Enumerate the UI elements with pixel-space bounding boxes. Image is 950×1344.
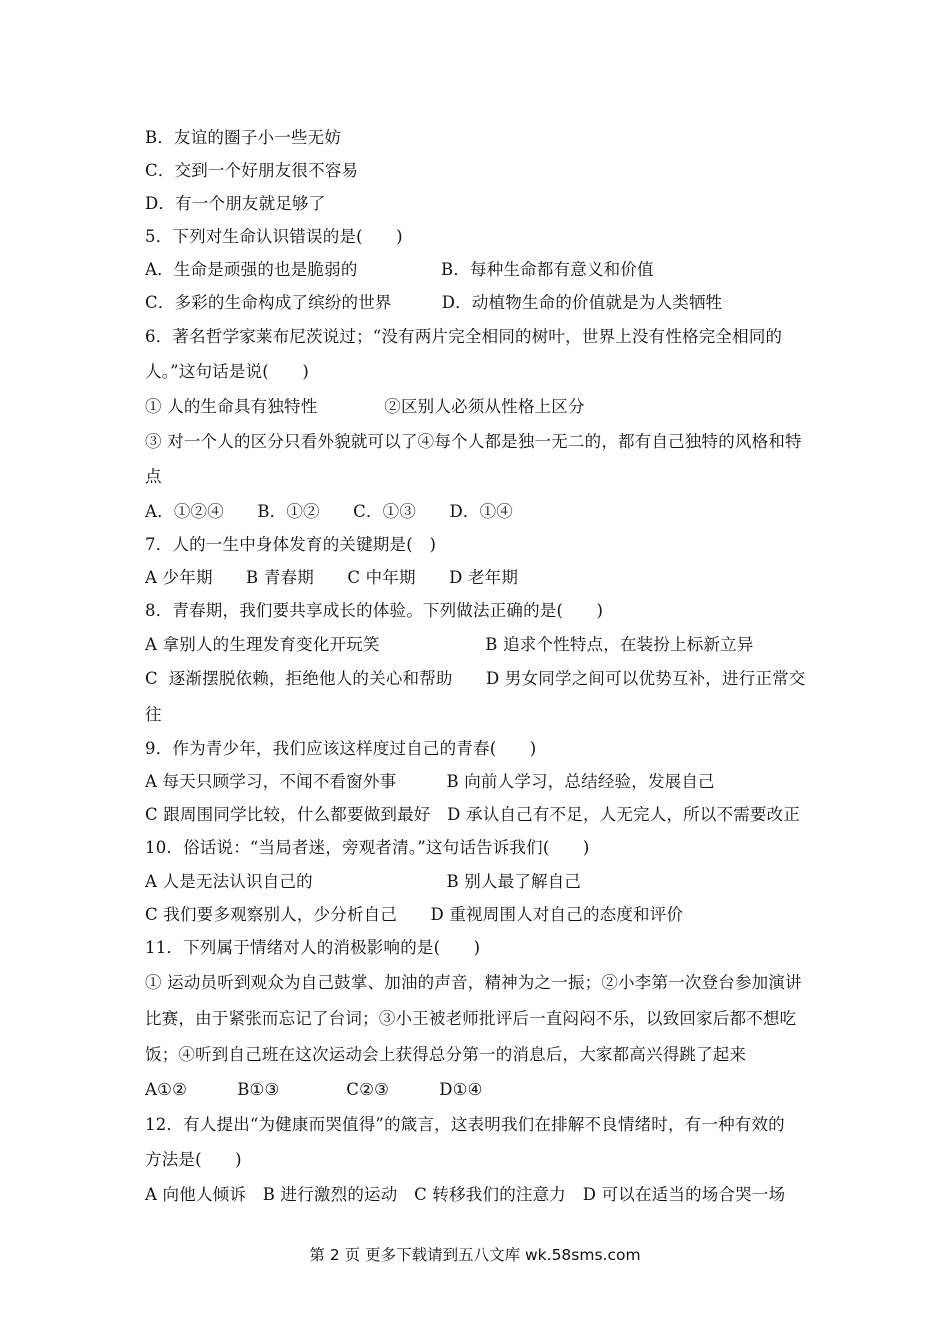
text-line: 方法是( ) bbox=[145, 1150, 242, 1169]
text-line: ① 运动员听到观众为自己鼓掌、加油的声音，精神为之一振；②小李第一次登台参加演讲 bbox=[145, 973, 802, 992]
text-line: C．交到一个好朋友很不容易 bbox=[145, 161, 359, 180]
text-line: 饭；④听到自己班在这次运动会上获得总分第一的消息后，大家都高兴得跳了起来 bbox=[145, 1045, 747, 1064]
page-footer: 第 2 页 更多下载请到五八文库 wk.58sms.com bbox=[309, 1246, 641, 1264]
question-10: 10．俗话说：“当局者迷，旁观者清。”这句话告诉我们( ) bbox=[145, 838, 590, 857]
text-line: 人。”这句话是说( ) bbox=[145, 362, 309, 381]
text-line: 往 bbox=[145, 705, 162, 724]
text-line: ① 人的生命具有独特性 ②区别人必须从性格上区分 bbox=[145, 397, 585, 416]
text-line: 点 bbox=[145, 467, 162, 486]
text-line: A 人是无法认识自己的 B 别人最了解自己 bbox=[145, 872, 582, 891]
question-11: 11．下列属于情绪对人的消极影响的是( ) bbox=[145, 938, 481, 957]
question-7: 7．人的一生中身体发育的关键期是( ) bbox=[145, 535, 437, 554]
text-line: ③ 对一个人的区分只看外貌就可以了④每个人都是独一无二的，都有自己独特的风格和特 bbox=[145, 432, 802, 451]
text-line: A．①②④ B．①② C．①③ D．①④ bbox=[145, 502, 513, 521]
question-6: 6．著名哲学家莱布尼茨说过；“没有两片完全相同的树叶，世界上没有性格完全相同的 bbox=[145, 327, 783, 346]
text-line: A 拿别人的生理发育变化开玩笑 B 追求个性特点，在装扮上标新立异 bbox=[145, 635, 754, 654]
text-line: D．有一个朋友就足够了 bbox=[145, 194, 326, 213]
text-line: 比赛，由于紧张而忘记了台词；③小王被老师批评后一直闷闷不乐，以致回家后都不想吃 bbox=[145, 1009, 797, 1028]
question-8: 8．青春期，我们要共享成长的体验。下列做法正确的是( ) bbox=[145, 601, 604, 620]
text-line: C．多彩的生命构成了缤纷的世界 D．动植物生命的价值就是为人类牺牲 bbox=[145, 293, 723, 312]
text-line: C 逐渐摆脱依赖，拒绝他人的关心和帮助 D 男女同学之间可以优势互补，进行正常交 bbox=[145, 669, 806, 688]
question-9: 9．作为青少年，我们应该这样度过自己的青春( ) bbox=[145, 739, 537, 758]
text-line: B．友谊的圈子小一些无妨 bbox=[145, 128, 342, 147]
question-5: 5．下列对生命认识错误的是( ) bbox=[145, 227, 403, 246]
text-line: A 向他人倾诉 B 进行激烈的运动 C 转移我们的注意力 D 可以在适当的场合哭一场 bbox=[145, 1185, 786, 1204]
text-line: A①② B①③ C②③ D①④ bbox=[145, 1080, 483, 1099]
question-12: 12．有人提出“为健康而哭值得”的箴言，这表明我们在排解不良情绪时，有一种有效的 bbox=[145, 1115, 785, 1134]
text-line: A 每天只顾学习，不闻不看窗外事 B 向前人学习，总结经验，发展自己 bbox=[145, 772, 715, 791]
text-line: C 跟周围同学比较，什么都要做到最好 D 承认自己有不足，人无完人，所以不需要改正 bbox=[145, 805, 801, 824]
text-line: A．生命是顽强的也是脆弱的 B．每种生命都有意义和价值 bbox=[145, 260, 654, 279]
text-line: A 少年期 B 青春期 C 中年期 D 老年期 bbox=[145, 568, 519, 587]
text-line: C 我们要多观察别人，少分析自己 D 重视周围人对自己的态度和评价 bbox=[145, 905, 684, 924]
